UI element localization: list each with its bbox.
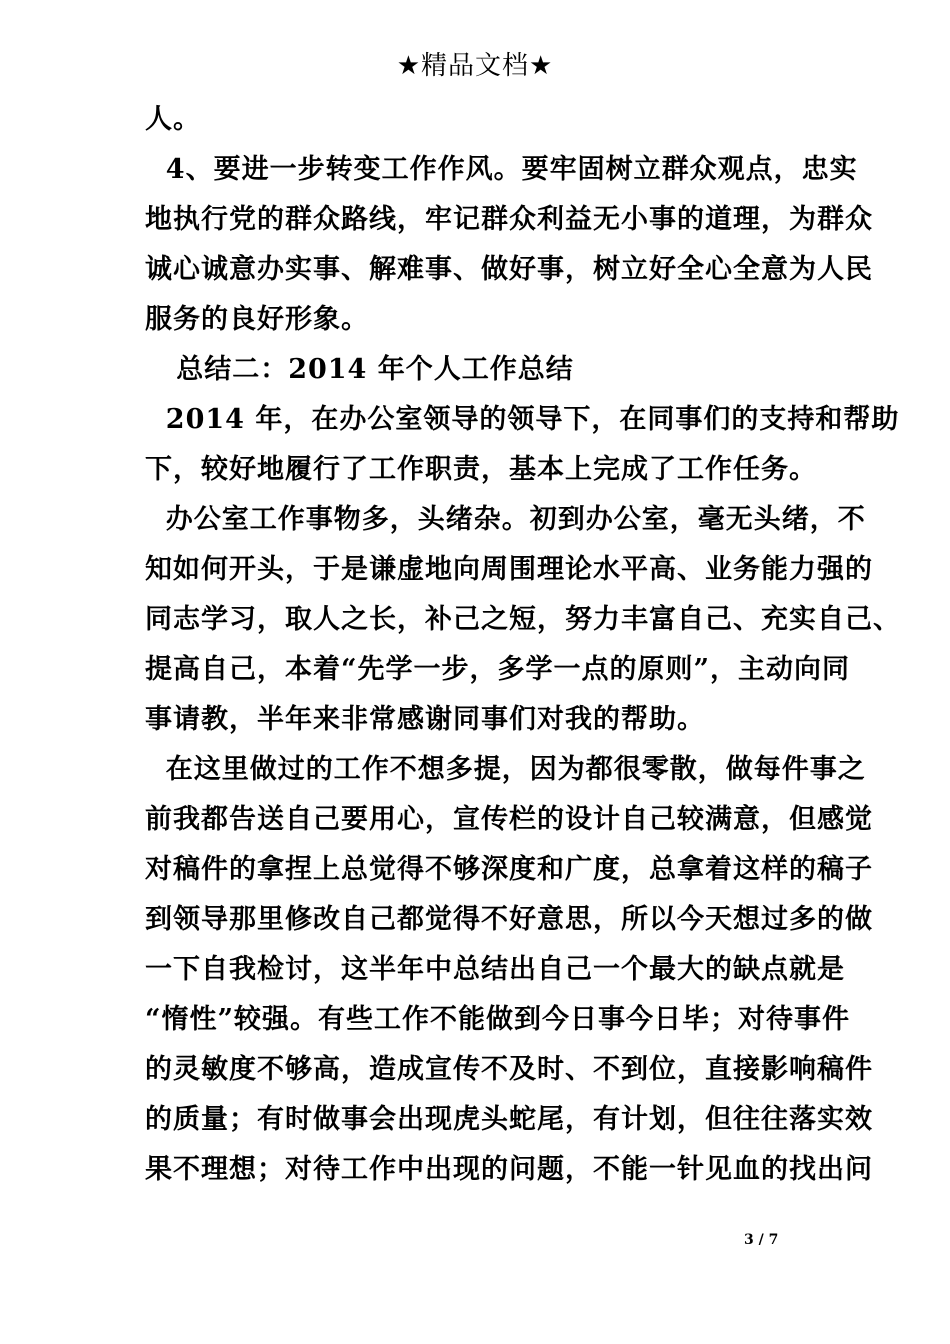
text-line: 服务的良好形象。: [145, 304, 369, 335]
text-line: 到领导那里修改自己都觉得不好意思，所以今天想过多的做: [145, 904, 873, 935]
text-line: 的质量；有时做事会出现虎头蛇尾，有计划，但往往落实效: [145, 1104, 873, 1135]
text-line: 前我都告送自己要用心，宣传栏的设计自己较满意，但感觉: [145, 804, 873, 835]
text-line: 提高自己，本着“先学一步，多学一点的原则”，主动向同: [145, 654, 851, 685]
text-line: 在这里做过的工作不想多提，因为都很零散，做每件事之: [145, 754, 866, 785]
text-line: 办公室工作事物多，头绪杂。初到办公室，毫无头绪，不: [145, 504, 866, 535]
text-line: 下，较好地履行了工作职责，基本上完成了工作任务。: [145, 454, 817, 485]
text-line: 地执行党的群众路线，牢记群众利益无小事的道理，为群众: [145, 204, 873, 235]
text-line: 一下自我检讨，这半年中总结出自己一个最大的缺点就是: [145, 954, 845, 985]
text-line: 诚心诚意办实事、解难事、做好事，树立好全心全意为人民: [145, 254, 873, 285]
text-line: 果不理想；对待工作中出现的问题，不能一针见血的找出问: [145, 1154, 873, 1185]
text-line: 同志学习，取人之长，补己之短，努力丰富自己、充实自己、: [145, 604, 901, 635]
page-number: 3 / 7: [744, 1232, 779, 1248]
text-line: 4、要进一步转变工作作风。要牢固树立群众观点，忠实: [145, 154, 858, 185]
text-line: 事请教，半年来非常感谢同事们对我的帮助。: [145, 704, 705, 735]
section-heading: 总结二：2014 年个人工作总结: [145, 354, 574, 385]
text-line: 对稿件的拿捏上总觉得不够深度和广度，总拿着这样的稿子: [145, 854, 873, 885]
text-line: 2014 年，在办公室领导的领导下，在同事们的支持和帮助: [145, 404, 900, 435]
text-line: 知如何开头，于是谦虚地向周围理论水平高、业务能力强的: [145, 554, 873, 585]
text-line: 人。: [145, 104, 201, 135]
text-line: “惰性”较强。有些工作不能做到今日事今日毕；对待事件: [145, 1004, 851, 1035]
text-line: 的灵敏度不够高，造成宣传不及时、不到位，直接影响稿件: [145, 1054, 873, 1085]
page-header-title: ★精品文档★: [396, 51, 554, 81]
